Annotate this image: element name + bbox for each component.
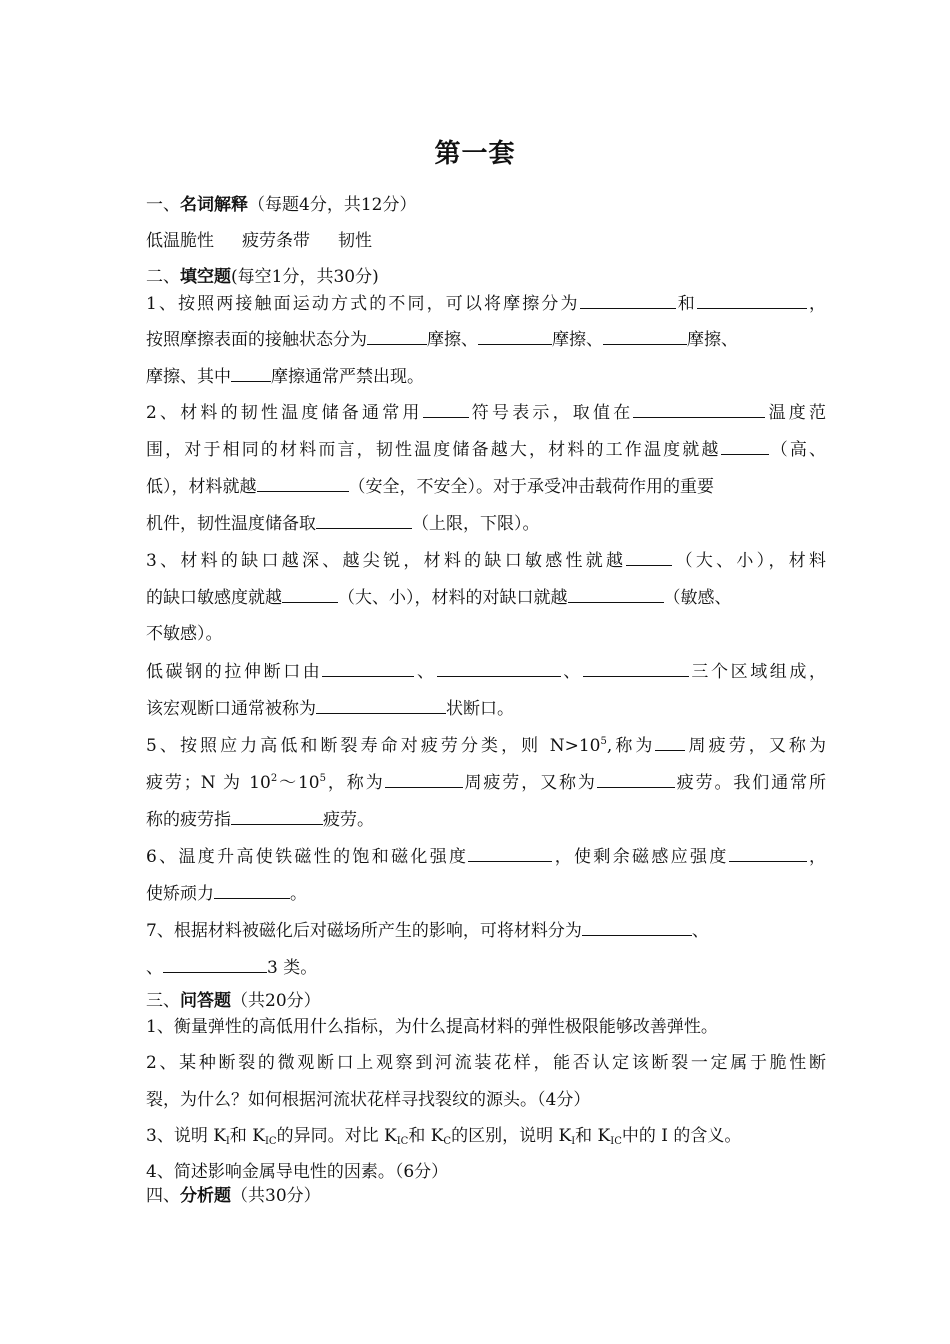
q6-text-e: 。	[290, 884, 307, 904]
answer-question-2-line-2: 裂，为什么？如何根据河流状花样寻找裂纹的源头。（4分）	[146, 1090, 591, 1110]
q2-blank-1	[423, 400, 469, 418]
question-2-line-3	[146, 474, 826, 499]
q6-text-d: 使矫顽力	[146, 884, 214, 904]
q2-blank-3	[721, 437, 769, 455]
q4-blank-2	[437, 659, 561, 677]
section-4-note: （共30分）	[231, 1186, 321, 1206]
answer-question-1: 1、衡量弹性的高低用什么指标，为什么提高材料的弹性极限能够改善弹性。	[146, 1017, 718, 1037]
q1-blank-1	[580, 291, 676, 309]
q3-text-b: （大、小），材料	[672, 551, 826, 571]
q1-text-c: ，	[806, 294, 826, 314]
q7-text-c: 、	[146, 958, 163, 978]
q1-text-d: 按照摩擦表面的接触状态分为	[146, 330, 367, 350]
question-3-line-1	[146, 548, 826, 573]
q7-text-a: 7、根据材料被磁化后对磁场所产生的影响，可将材料分为	[146, 921, 582, 941]
q2-blank-4	[257, 474, 349, 492]
q4-blank-1	[322, 659, 414, 677]
terms-line	[146, 229, 826, 253]
section-4-heading	[146, 1184, 826, 1208]
q6-text-c: ，	[806, 847, 826, 867]
section-2-name: 填空题	[180, 267, 231, 287]
q1-text-f: 摩擦、	[552, 330, 603, 350]
q3-text-c: 的缺口敏感度就越	[146, 588, 282, 608]
q2-text-h: 机件，韧性温度储备取	[146, 514, 316, 534]
q1-blank-4	[478, 327, 552, 345]
q1-text-h: 摩擦、其中	[146, 367, 231, 387]
q5-text-b: ,称为	[606, 736, 656, 756]
a3-text-2: 和 K	[229, 1126, 265, 1146]
q2-text-g: （安全，不安全）。对于承受冲击载荷作用的重要	[348, 477, 714, 497]
a3-subscript-2: IC	[264, 1136, 277, 1147]
q3-text-a: 3、材料的缺口越深、越尖锐，材料的缺口敏感性就越	[146, 551, 627, 571]
q4-text-b: 、	[414, 662, 437, 682]
q4-blank-3	[583, 659, 689, 677]
a3-text-5: 的区别，说明 K	[451, 1126, 572, 1146]
question-2-line-2	[146, 437, 826, 462]
q1-text-g: 摩擦、	[687, 330, 738, 350]
q3-text-f: 不敏感）。	[146, 624, 223, 644]
section-1-heading	[146, 193, 826, 217]
section-1-number: 一、	[146, 195, 180, 215]
question-5-line-3	[146, 807, 826, 832]
question-2-line-1	[146, 400, 826, 425]
section-3-name: 问答题	[180, 991, 231, 1011]
q3-text-e: （敏感、	[663, 588, 732, 608]
q7-text-b: 、	[691, 921, 709, 941]
q5-text-j: 疲劳。	[323, 810, 374, 830]
question-4-line-1	[146, 659, 826, 684]
term-1: 低温脆性	[146, 231, 214, 251]
q5-exponent-2: 2	[270, 773, 278, 784]
question-3-line-2	[146, 585, 826, 610]
a3-text-6: 和 K	[575, 1126, 611, 1146]
q5-text-d: 疲劳；N 为 10	[146, 773, 271, 793]
q5-exponent-1: 5	[600, 736, 607, 747]
q5-blank-3	[597, 770, 675, 788]
a3-text-1: 3、说明 K	[146, 1126, 226, 1146]
a3-text-3: 的异同。对比 K	[276, 1126, 397, 1146]
q5-exponent-3: 5	[319, 773, 326, 784]
a3-text-7: 中的 I 的含义。	[621, 1126, 742, 1146]
q5-text-c: 周疲劳，又称为	[685, 736, 826, 756]
a3-subscript-1: I	[225, 1136, 230, 1147]
q5-text-i: 称的疲劳指	[146, 810, 231, 830]
question-1-line-2	[146, 327, 826, 352]
a3-subscript-3: IC	[396, 1136, 409, 1147]
q4-text-a: 低碳钢的拉伸断口由	[146, 662, 323, 682]
q3-blank-2	[282, 585, 338, 603]
section-3-heading	[146, 989, 826, 1013]
q4-text-f: 状断口。	[446, 699, 514, 719]
q7-text-d: 3 类。	[267, 958, 318, 978]
section-2-number: 二、	[146, 267, 180, 287]
section-3-note: （共20分）	[231, 991, 321, 1011]
q4-text-c: 、	[560, 662, 583, 682]
q4-text-e: 该宏观断口通常被称为	[146, 699, 316, 719]
a3-text-4: 和 K	[408, 1126, 444, 1146]
question-7-line-2	[146, 955, 826, 980]
q5-text-e: ～10	[277, 773, 320, 793]
q3-blank-3	[568, 585, 664, 603]
q2-text-b: 符号表示，取值在	[468, 403, 634, 423]
a3-subscript-6: IC	[610, 1136, 622, 1147]
section-4-name: 分析题	[180, 1186, 231, 1206]
q3-text-d: （大、小），材料的对缺口就越	[338, 588, 568, 608]
question-6-line-2	[146, 881, 826, 906]
question-5-line-1	[146, 733, 826, 758]
q1-text-e: 摩擦、	[427, 330, 478, 350]
page-title: 第一套	[434, 139, 516, 169]
q5-text-a: 5、按照应力高低和断裂寿命对疲劳分类，则 N>10	[146, 736, 601, 756]
q6-text-a: 6、温度升高使铁磁性的饱和磁化强度	[146, 847, 469, 867]
q7-blank-2	[163, 955, 267, 973]
question-5-line-2	[146, 770, 826, 795]
q1-blank-2	[697, 291, 807, 309]
q2-text-d: 围，对于相同的材料而言，韧性温度储备越大，材料的工作温度就越	[146, 440, 721, 460]
q4-text-d: 三个区域组成，	[688, 662, 827, 682]
section-2-note: (每空1分，共30分)	[231, 267, 379, 287]
q2-text-i: （上限，下限）。	[412, 514, 540, 534]
q3-blank-1	[626, 548, 672, 566]
q1-blank-3	[367, 327, 427, 345]
q6-blank-1	[468, 844, 552, 862]
question-2-line-4	[146, 511, 826, 536]
q1-text-b: 和	[675, 294, 697, 314]
question-4-line-2	[146, 696, 826, 721]
question-3-line-3	[146, 622, 826, 646]
q1-text-i: 摩擦通常严禁出现。	[271, 367, 424, 387]
section-2-heading	[146, 265, 826, 289]
q2-text-a: 2、材料的韧性温度储备通常用	[146, 403, 423, 423]
q5-text-h: 疲劳。我们通常所	[674, 773, 827, 793]
q5-text-g: 周疲劳，又称为	[462, 773, 597, 793]
term-2: 疲劳条带	[242, 231, 310, 251]
q5-text-f: ，称为	[326, 773, 385, 793]
q6-text-b: ，使剩余磁感应强度	[552, 847, 729, 867]
answer-question-3	[146, 1124, 826, 1148]
q2-text-c: 温度范	[765, 403, 827, 423]
q2-blank-2	[633, 400, 765, 418]
answer-question-2-line-1: 2、某种断裂的微观断口上观察到河流装花样，能否认定该断裂一定属于脆性断	[146, 1053, 826, 1073]
q4-blank-4	[316, 696, 446, 714]
q6-blank-2	[729, 844, 807, 862]
section-4-number: 四、	[146, 1186, 180, 1206]
q1-blank-6	[231, 364, 271, 382]
question-7-line-1	[146, 918, 826, 943]
q2-text-f: 低），材料就越	[146, 477, 257, 497]
q5-blank-1	[655, 733, 685, 751]
answer-question-4: 4、简述影响金属导电性的因素。（6分）	[146, 1162, 449, 1182]
a3-subscript-5: I	[571, 1136, 576, 1147]
q1-blank-5	[603, 327, 687, 345]
q1-text-a: 1、按照两接触面运动方式的不同，可以将摩擦分为	[146, 294, 580, 314]
q5-blank-2	[385, 770, 463, 788]
q2-blank-5	[316, 511, 412, 529]
question-6-line-1	[146, 844, 826, 869]
q6-blank-3	[214, 881, 290, 899]
question-1-line-3	[146, 364, 826, 389]
section-1-name: 名词解释	[180, 195, 248, 215]
question-1-line-1	[146, 291, 826, 316]
q7-blank-1	[582, 918, 692, 936]
section-1-note: （每题4分，共12分）	[248, 195, 417, 215]
term-3: 韧性	[338, 231, 372, 251]
section-3-number: 三、	[146, 991, 180, 1011]
q2-text-e: （高、	[768, 440, 827, 460]
q5-blank-4	[231, 807, 323, 825]
a3-subscript-4: C	[443, 1136, 452, 1147]
